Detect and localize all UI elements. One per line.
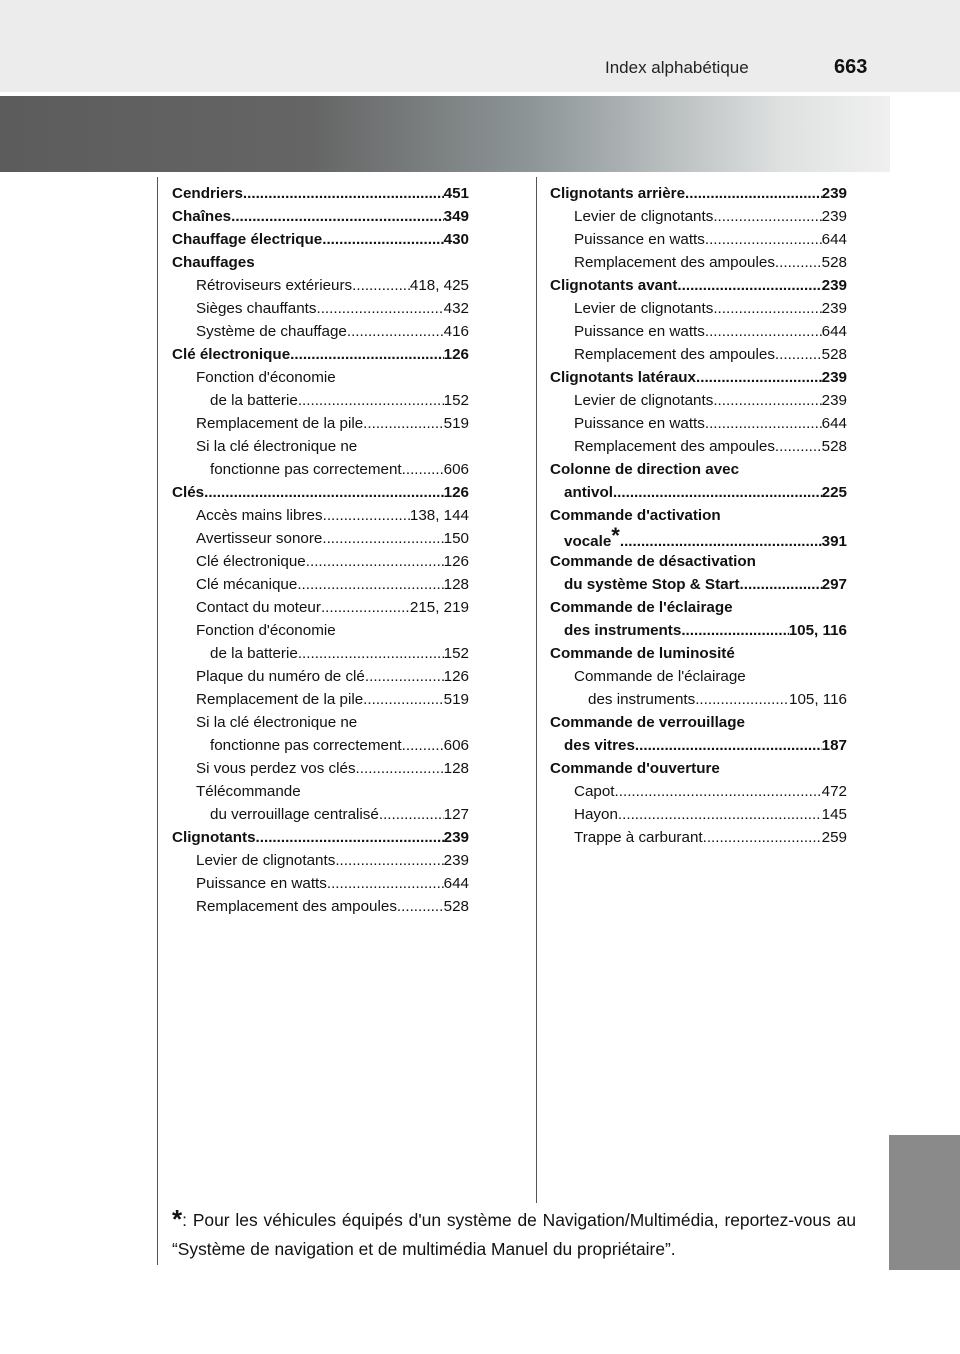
page-reference: 432	[443, 300, 469, 317]
index-heading	[172, 826, 469, 849]
index-subentry	[172, 780, 469, 803]
dot-leader	[352, 274, 410, 297]
index-heading	[172, 228, 469, 251]
page-reference: 128	[443, 576, 469, 593]
index-subentry	[172, 895, 469, 918]
entry-label: Clignotants	[172, 829, 256, 846]
page-reference: 430	[443, 231, 469, 248]
entry-label: Chaînes	[172, 208, 232, 225]
entry-label: Hayon	[574, 806, 618, 823]
page-reference: 528	[821, 438, 847, 455]
entry-label: Commande de verrouillage	[550, 714, 745, 731]
page-reference: 519	[443, 415, 469, 432]
entry-label: de la batterie	[210, 645, 298, 662]
entry-label: Plaque du numéro de clé	[196, 668, 365, 685]
dot-leader	[713, 389, 821, 412]
dot-leader	[677, 274, 821, 297]
index-subentry	[172, 573, 469, 596]
page-reference: 239	[821, 185, 847, 202]
dot-leader	[322, 527, 443, 550]
page-reference: 528	[443, 898, 469, 915]
index-heading	[172, 182, 469, 205]
dot-leader	[618, 803, 822, 826]
chapter-tab	[889, 1135, 960, 1270]
index-subentry	[172, 688, 469, 711]
footnote	[172, 1203, 856, 1264]
page-reference: 606	[443, 737, 469, 754]
index-heading	[172, 251, 469, 274]
dot-leader	[379, 803, 444, 826]
page-reference: 349	[443, 208, 469, 225]
entry-label: Chauffages	[172, 254, 255, 271]
dot-leader	[363, 412, 444, 435]
dot-leader	[402, 458, 444, 481]
index-heading	[550, 550, 847, 573]
header-banner	[0, 96, 890, 172]
index-heading	[550, 757, 847, 780]
page-reference: 126	[443, 484, 469, 501]
entry-label: Puissance en watts	[574, 231, 705, 248]
entry-label: Commande de l'éclairage	[550, 599, 733, 616]
dot-leader	[231, 205, 444, 228]
index-heading	[550, 504, 847, 527]
page-reference: 644	[443, 875, 469, 892]
page-reference: 297	[821, 576, 847, 593]
index-subentry	[550, 688, 847, 711]
page-reference: 528	[821, 254, 847, 271]
index-subentry	[172, 412, 469, 435]
entry-label: Puissance en watts	[196, 875, 327, 892]
page-reference: 225	[821, 484, 847, 501]
page-reference: 145	[821, 806, 847, 823]
entry-label: Puissance en watts	[574, 415, 705, 432]
page-reference: 126	[443, 553, 469, 570]
entry-label: Puissance en watts	[574, 323, 705, 340]
dot-leader	[347, 320, 444, 343]
page-reference: 644	[821, 231, 847, 248]
entry-label: Accès mains libres	[196, 507, 323, 524]
index-subentry	[550, 343, 847, 366]
index-heading	[172, 343, 469, 366]
index-subentry	[550, 320, 847, 343]
index-subentry	[172, 734, 469, 757]
dot-leader	[703, 826, 822, 849]
entry-label: Trappe à carburant	[574, 829, 703, 846]
index-heading	[550, 182, 847, 205]
entry-label: antivol	[564, 484, 613, 501]
index-heading	[550, 366, 847, 389]
page-reference: 152	[443, 645, 469, 662]
dot-leader	[705, 412, 822, 435]
entry-label: Remplacement des ampoules	[196, 898, 397, 915]
index-heading	[172, 205, 469, 228]
page-reference: 416	[443, 323, 469, 340]
entry-label: Chauffage électrique	[172, 231, 323, 248]
entry-label: Remplacement de la pile	[196, 415, 364, 432]
page-reference: 239	[821, 277, 847, 294]
section-title: Index alphabétique	[605, 58, 749, 77]
index-subentry	[172, 435, 469, 458]
dot-leader	[306, 550, 444, 573]
entry-label: Commande de luminosité	[550, 645, 735, 662]
dot-leader	[402, 734, 444, 757]
index-subentry	[550, 412, 847, 435]
dot-leader	[713, 297, 821, 320]
dot-leader	[243, 182, 444, 205]
index-subentry	[172, 550, 469, 573]
index-subentry	[172, 320, 469, 343]
page-reference: 391	[821, 533, 847, 550]
index-subentry	[172, 665, 469, 688]
entry-label: Clignotants latéraux	[550, 369, 696, 386]
dot-leader	[298, 642, 444, 665]
footnote-marker: *	[172, 1204, 183, 1234]
page-reference: 150	[443, 530, 469, 547]
page-number: 663	[834, 56, 868, 78]
index-subentry	[550, 228, 847, 251]
entry-label: Levier de clignotants	[574, 208, 714, 225]
dot-leader	[323, 504, 410, 527]
index-subentry	[550, 826, 847, 849]
entry-label: Colonne de direction avec	[550, 461, 740, 478]
page-reference: 127	[443, 806, 469, 823]
index-column-left	[172, 182, 469, 918]
entry-label: du verrouillage centralisé	[210, 806, 379, 823]
entry-label: Capot	[574, 783, 615, 800]
entry-label: Clé électronique	[196, 553, 306, 570]
dot-leader	[635, 734, 822, 757]
dot-leader	[775, 343, 822, 366]
page-reference: 105, 116	[789, 691, 847, 708]
footnote-text: : Pour les véhicules équipés d'un système de Navigation/Multimédia, reportez-vous au “Système de navigation et de multimédia Manuel du propriétaire”.	[172, 1210, 856, 1259]
page-reference: 187	[821, 737, 847, 754]
index-heading	[550, 481, 847, 504]
index-subentry	[172, 458, 469, 481]
page-reference: 644	[821, 415, 847, 432]
dot-leader	[613, 481, 822, 504]
index-subentry	[172, 642, 469, 665]
index-subentry	[550, 297, 847, 320]
left-margin-rule	[157, 177, 158, 1265]
dot-leader	[322, 228, 443, 251]
entry-label: des vitres	[564, 737, 635, 754]
entry-label: des instruments	[564, 622, 682, 639]
dot-leader	[775, 435, 822, 458]
page-reference: 152	[443, 392, 469, 409]
dot-leader	[615, 780, 822, 803]
index-heading	[550, 573, 847, 596]
entry-label: Fonction d'économie	[196, 369, 336, 386]
entry-label: Cendriers	[172, 185, 243, 202]
index-subentry	[172, 872, 469, 895]
dot-leader	[321, 596, 410, 619]
index-subentry	[172, 389, 469, 412]
index-subentry	[172, 711, 469, 734]
page-reference: 126	[443, 668, 469, 685]
index-subentry	[550, 780, 847, 803]
index-subentry	[172, 527, 469, 550]
entry-label: Avertisseur sonore	[196, 530, 323, 547]
dot-leader	[335, 849, 443, 872]
index-subentry	[172, 803, 469, 826]
page-reference: 259	[821, 829, 847, 846]
footnote-star: *	[611, 527, 620, 548]
index-heading	[550, 711, 847, 734]
entry-label: Système de chauffage	[196, 323, 347, 340]
column-divider	[536, 177, 537, 1203]
index-subentry	[172, 757, 469, 780]
entry-label: Commande de l'éclairage	[574, 668, 746, 685]
index-heading	[550, 642, 847, 665]
page-reference: 239	[821, 300, 847, 317]
page-reference: 105, 116	[788, 622, 847, 639]
index-heading	[550, 734, 847, 757]
dot-leader	[297, 573, 443, 596]
index-subentry	[172, 849, 469, 872]
entry-label: Sièges chauffants	[196, 300, 317, 317]
dot-leader	[397, 895, 444, 918]
entry-label: Commande d'ouverture	[550, 760, 720, 777]
dot-leader	[204, 481, 444, 504]
page-reference: 126	[443, 346, 469, 363]
dot-leader	[705, 228, 822, 251]
page-reference: 451	[443, 185, 469, 202]
dot-leader	[363, 688, 444, 711]
entry-label: de la batterie	[210, 392, 298, 409]
entry-label: Clés	[172, 484, 205, 501]
entry-label: Levier de clignotants	[574, 392, 714, 409]
entry-label: Fonction d'économie	[196, 622, 336, 639]
entry-label: vocale	[564, 533, 612, 550]
index-subentry	[550, 803, 847, 826]
dot-leader	[681, 619, 788, 642]
page-reference: 215, 219	[409, 599, 469, 616]
header-bar	[0, 0, 960, 92]
page-reference: 606	[443, 461, 469, 478]
entry-label: Remplacement des ampoules	[574, 438, 775, 455]
dot-leader	[298, 389, 444, 412]
entry-label: Remplacement des ampoules	[574, 254, 775, 271]
index-heading	[550, 458, 847, 481]
entry-label: Télécommande	[196, 783, 301, 800]
dot-leader	[696, 366, 822, 389]
dot-leader	[290, 343, 444, 366]
entry-label: Remplacement de la pile	[196, 691, 364, 708]
page-reference: 644	[821, 323, 847, 340]
entry-label: Commande de désactivation	[550, 553, 756, 570]
entry-label: Commande d'activation	[550, 507, 721, 524]
entry-label: Levier de clignotants	[574, 300, 714, 317]
dot-leader	[327, 872, 444, 895]
index-heading	[550, 527, 847, 550]
dot-leader	[256, 826, 444, 849]
entry-label: Remplacement des ampoules	[574, 346, 775, 363]
dot-leader	[775, 251, 822, 274]
dot-leader	[713, 205, 821, 228]
page-reference: 418, 425	[409, 277, 469, 294]
dot-leader	[695, 688, 789, 711]
entry-label: Si la clé électronique ne	[196, 438, 358, 455]
dot-leader	[705, 320, 822, 343]
page-reference: 239	[821, 369, 847, 386]
index-subentry	[172, 274, 469, 297]
index-subentry	[172, 297, 469, 320]
page-reference: 528	[821, 346, 847, 363]
dot-leader	[685, 182, 822, 205]
entry-label: Clignotants avant	[550, 277, 678, 294]
dot-leader	[620, 530, 822, 550]
index-subentry	[550, 205, 847, 228]
dot-leader	[740, 573, 822, 596]
entry-label: Clignotants arrière	[550, 185, 686, 202]
entry-label: Si vous perdez vos clés	[196, 760, 356, 777]
index-heading	[550, 619, 847, 642]
index-subentry	[172, 619, 469, 642]
page-reference: 472	[821, 783, 847, 800]
entry-label: Rétroviseurs extérieurs	[196, 277, 353, 294]
entry-label: fonctionne pas correctement	[210, 737, 402, 754]
index-subentry	[172, 596, 469, 619]
index-subentry	[172, 366, 469, 389]
page-reference: 239	[821, 392, 847, 409]
page-reference: 239	[443, 829, 469, 846]
index-subentry	[550, 435, 847, 458]
entry-label: du système Stop & Start	[564, 576, 740, 593]
page-reference: 239	[443, 852, 469, 869]
entry-label: Clé électronique	[172, 346, 291, 363]
index-heading	[172, 481, 469, 504]
index-heading	[550, 274, 847, 297]
page-reference: 239	[821, 208, 847, 225]
page-reference: 519	[443, 691, 469, 708]
entry-label: Contact du moteur	[196, 599, 321, 616]
index-subentry	[550, 389, 847, 412]
index-column-right	[550, 182, 847, 849]
index-subentry	[550, 665, 847, 688]
index-subentry	[172, 504, 469, 527]
dot-leader	[356, 757, 444, 780]
entry-label: Si la clé électronique ne	[196, 714, 358, 731]
index-subentry	[550, 251, 847, 274]
dot-leader	[316, 297, 443, 320]
page-reference: 128	[443, 760, 469, 777]
page-reference: 138, 144	[409, 507, 469, 524]
entry-label: Levier de clignotants	[196, 852, 336, 869]
index-heading	[550, 596, 847, 619]
entry-label: Clé mécanique	[196, 576, 298, 593]
entry-label: des instruments	[588, 691, 696, 708]
entry-label: fonctionne pas correctement	[210, 461, 402, 478]
dot-leader	[365, 665, 444, 688]
